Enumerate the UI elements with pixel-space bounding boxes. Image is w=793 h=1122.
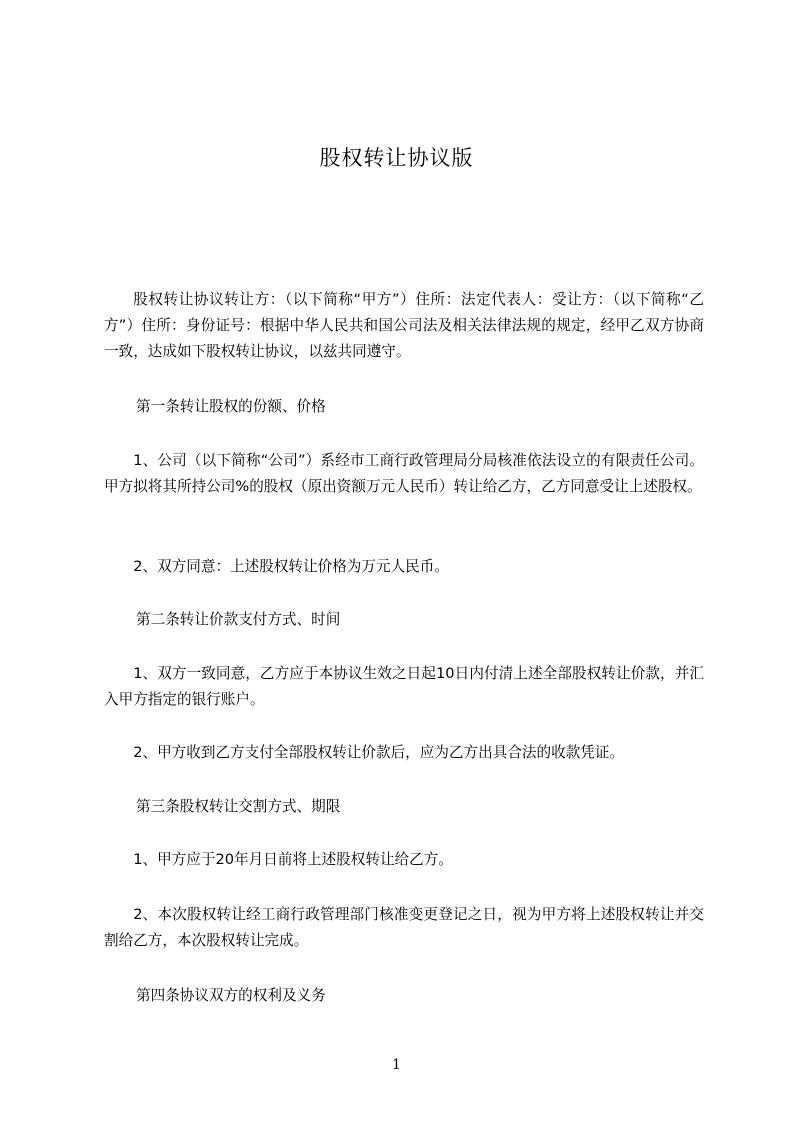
article-2-item-1: 1、双方一致同意，乙方应于本协议生效之日起10日内付清上述全部股权转让价款，并汇入甲方指定的银行账户。 bbox=[104, 665, 704, 708]
page-number: 1 bbox=[392, 1057, 401, 1073]
article-4-heading: 第四条协议双方的权利及义务 bbox=[136, 987, 326, 1004]
article-2-heading: 第二条转让价款支付方式、时间 bbox=[136, 611, 341, 628]
document-title: 股权转让协议版 bbox=[319, 146, 474, 170]
article-3-heading: 第三条股权转让交割方式、期限 bbox=[136, 798, 341, 815]
article-1-item-1: 1、公司（以下简称“公司”）系经市工商行政管理局分局核准依法设立的有限责任公司。甲方拟将其所持公司%的股权（原出资额万元人民币）转让给乙方，乙方同意受让上述股权。 bbox=[104, 452, 704, 495]
article-2-item-2: 2、甲方收到乙方支付全部股权转让价款后，应为乙方出具合法的收款凭证。 bbox=[133, 744, 625, 761]
article-1-heading: 第一条转让股权的份额、价格 bbox=[136, 398, 326, 415]
intro-paragraph: 股权转让协议转让方：（以下简称“甲方”）住所：法定代表人：受让方：（以下简称“乙方”）住所：身份证号：根据中华人民共和国公司法及相关法律法规的规定，经甲乙双方协商一致，达成如下股权转让协议，以兹共同遵守。 bbox=[104, 291, 704, 360]
article-1-item-2: 2、双方同意：上述股权转让价格为万元人民币。 bbox=[133, 558, 449, 575]
article-3-item-2: 2、本次股权转让经工商行政管理部门核准变更登记之日，视为甲方将上述股权转让并交割给乙方，本次股权转让完成。 bbox=[104, 906, 704, 949]
article-3-item-1: 1、甲方应于20年月日前将上述股权转让给乙方。 bbox=[133, 851, 453, 868]
